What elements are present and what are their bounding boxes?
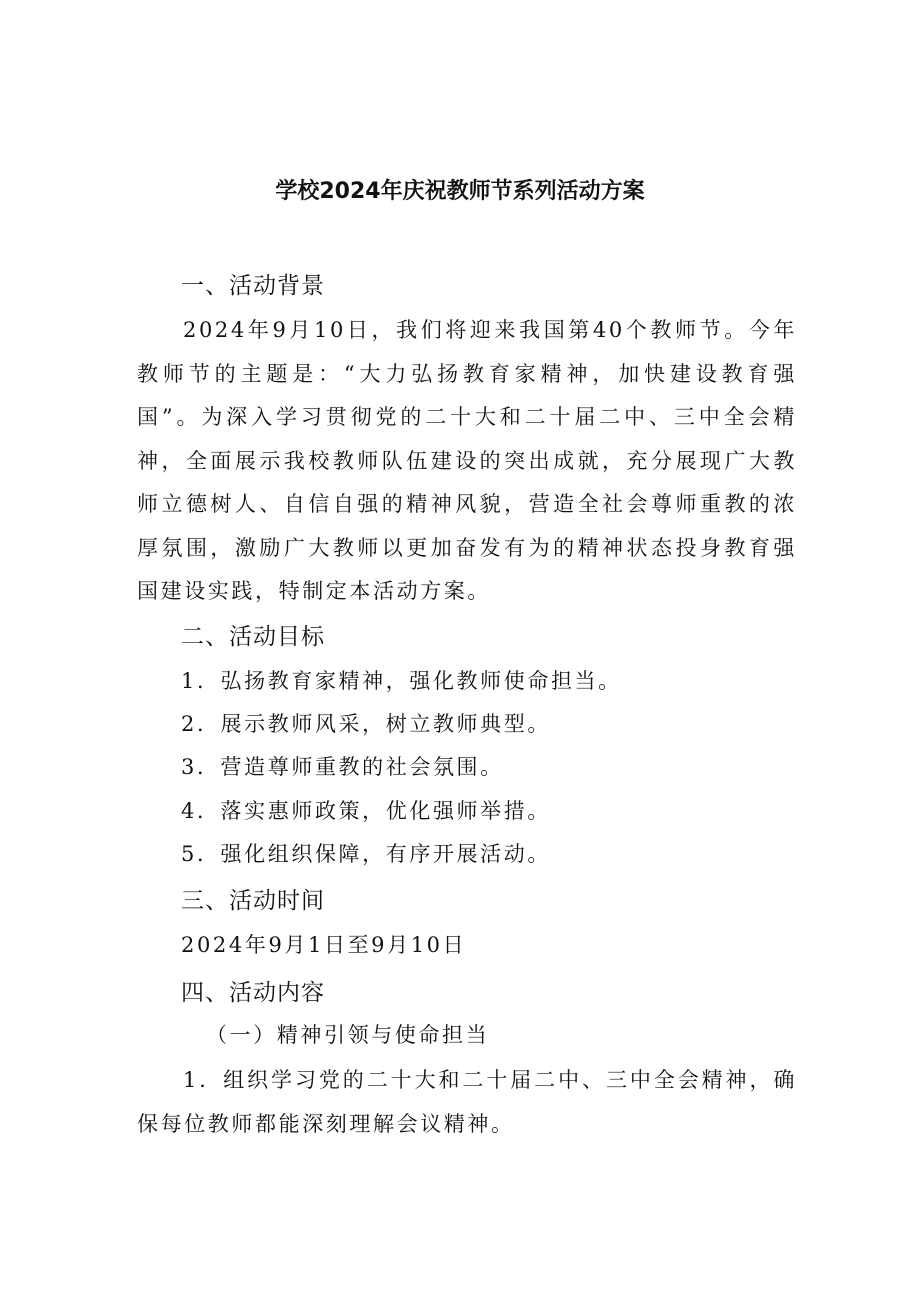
goal-item-1: 1．弘扬教育家精神，强化教师使命担当。	[181, 669, 622, 693]
section-heading-content: 四、活动内容	[181, 980, 325, 1006]
goal-item-5: 5．强化组织保障，有序开展活动。	[181, 842, 551, 866]
content-paragraph: 1．组织学习党的二十大和二十届二中、三中全会精神，确保每位教师都能深刻理解会议精神。	[137, 1068, 797, 1136]
goal-item-4: 4．落实惠师政策，优化强师举措。	[181, 799, 551, 823]
goal-item-2: 2．展示教师风采，树立教师典型。	[181, 712, 551, 736]
document-title: 学校2024年庆祝教师节系列活动方案	[275, 179, 645, 204]
time-text: 2024年9月1日至9月10日	[181, 933, 467, 957]
section-heading-time: 三、活动时间	[181, 888, 325, 914]
goal-item-3: 3．营造尊师重教的社会氛围。	[181, 755, 504, 779]
section-heading-background: 一、活动背景	[181, 273, 325, 299]
background-paragraph: 2024年9月10日，我们将迎来我国第40个教师节。今年教师节的主题是：“大力弘扬教育家精神，加快建设教育强国”。为深入学习贯彻党的二十大和二十届二中、三中全会精神，全面展示我校教师队伍建设的突出成就，充分展现广大教师立德树人、自信自强的精神风貌，营造全社会尊师重教的浓厚氛围，激励广大教师以更加奋发有为的精神状态投身教育强国建设实践，特制定本活动方案。	[137, 318, 797, 603]
content-subheading: （一）精神引领与使命担当	[206, 1023, 490, 1047]
section-heading-goals: 二、活动目标	[181, 624, 325, 650]
